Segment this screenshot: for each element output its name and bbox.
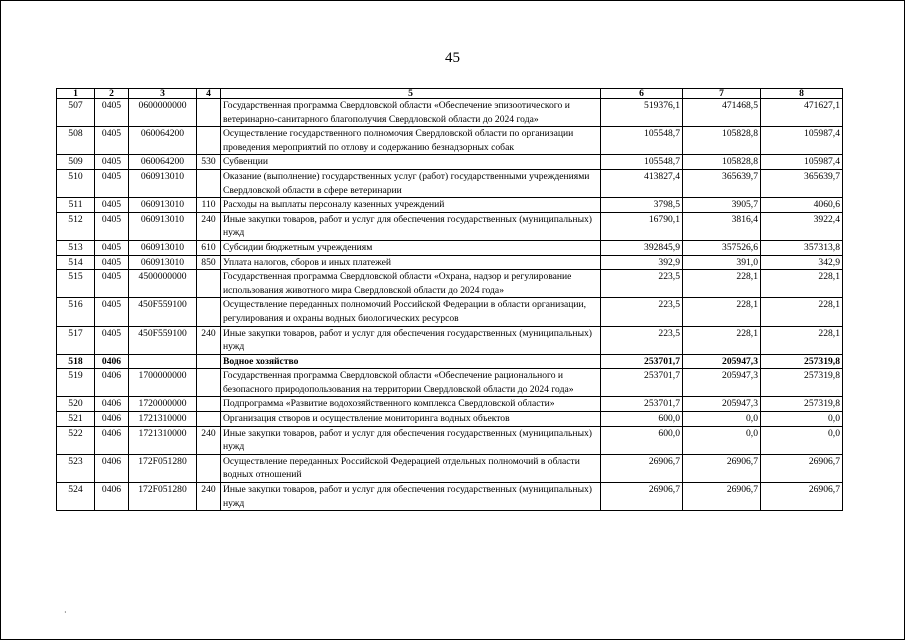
table-row bbox=[57, 483, 843, 511]
row-number-cell: 510 bbox=[57, 169, 95, 197]
row-number-cell: 512 bbox=[57, 212, 95, 240]
expense-type-cell bbox=[197, 454, 221, 482]
page-number: 45 bbox=[445, 50, 460, 66]
amount-cell: 105987,4 bbox=[761, 127, 843, 155]
amount-cell: 3922,4 bbox=[761, 212, 843, 240]
item-name-cell: Иные закупки товаров, работ и услуг для обеспечения государственных (муниципальных) нужд bbox=[221, 483, 601, 511]
item-name-cell: Государственная программа Свердловской области «Обеспечение рационального и безопасного природопользования на территории Свердловской области до 2024 года» bbox=[221, 369, 601, 397]
table-row bbox=[57, 212, 843, 240]
amount-cell: 3816,4 bbox=[683, 212, 761, 240]
expense-type-cell bbox=[197, 354, 221, 369]
amount-cell: 391,0 bbox=[683, 255, 761, 270]
expense-type-cell: 610 bbox=[197, 240, 221, 255]
amount-cell: 357313,8 bbox=[761, 240, 843, 255]
row-number-cell: 517 bbox=[57, 326, 95, 354]
amount-cell: 228,1 bbox=[683, 326, 761, 354]
target-article-cell: 060913010 bbox=[129, 212, 197, 240]
target-article-cell: 060913010 bbox=[129, 198, 197, 213]
expense-type-cell bbox=[197, 298, 221, 326]
table-row bbox=[57, 426, 843, 454]
table-row bbox=[57, 99, 843, 127]
header-cell: 4 bbox=[197, 89, 221, 99]
amount-cell: 26906,7 bbox=[601, 454, 683, 482]
section-code-cell: 0405 bbox=[95, 99, 129, 127]
table-row bbox=[57, 270, 843, 298]
row-number-cell: 516 bbox=[57, 298, 95, 326]
header-cell: 7 bbox=[683, 89, 761, 99]
amount-cell: 257319,8 bbox=[761, 369, 843, 397]
expense-type-cell bbox=[197, 169, 221, 197]
amount-cell: 228,1 bbox=[683, 270, 761, 298]
amount-cell: 0,0 bbox=[761, 412, 843, 427]
amount-cell: 4060,6 bbox=[761, 198, 843, 213]
amount-cell: 26906,7 bbox=[683, 454, 761, 482]
item-name-cell: Осуществление переданных Российской Федерацией отдельных полномочий в области водных отношений bbox=[221, 454, 601, 482]
row-number-cell: 521 bbox=[57, 412, 95, 427]
row-number-cell: 520 bbox=[57, 397, 95, 412]
table-header-row bbox=[57, 89, 843, 99]
amount-cell: 392845,9 bbox=[601, 240, 683, 255]
target-article-cell: 060064200 bbox=[129, 155, 197, 170]
item-name-cell: Государственная программа Свердловской области «Охрана, надзор и регулирование использования животного мира Свердловской области до 2024 года» bbox=[221, 270, 601, 298]
table-row bbox=[57, 326, 843, 354]
amount-cell: 105987,4 bbox=[761, 155, 843, 170]
amount-cell: 228,1 bbox=[683, 298, 761, 326]
header-cell: 2 bbox=[95, 89, 129, 99]
section-code-cell: 0406 bbox=[95, 454, 129, 482]
amount-cell: 0,0 bbox=[683, 412, 761, 427]
target-article-cell bbox=[129, 354, 197, 369]
row-number-cell: 522 bbox=[57, 426, 95, 454]
item-name-cell: Оказание (выполнение) государственных услуг (работ) государственными учреждениями Свердловской области в сфере ветеринарии bbox=[221, 169, 601, 197]
row-number-cell: 524 bbox=[57, 483, 95, 511]
target-article-cell: 1721310000 bbox=[129, 426, 197, 454]
row-number-cell: 508 bbox=[57, 127, 95, 155]
header-cell: 3 bbox=[129, 89, 197, 99]
header-cell: 6 bbox=[601, 89, 683, 99]
item-name-cell: Организация створов и осуществление мониторинга водных объектов bbox=[221, 412, 601, 427]
section-code-cell: 0405 bbox=[95, 255, 129, 270]
amount-cell: 105548,7 bbox=[601, 155, 683, 170]
item-name-cell: Иные закупки товаров, работ и услуг для обеспечения государственных (муниципальных) нужд bbox=[221, 326, 601, 354]
target-article-cell: 4500000000 bbox=[129, 270, 197, 298]
amount-cell: 223,5 bbox=[601, 298, 683, 326]
row-number-cell: 518 bbox=[57, 354, 95, 369]
amount-cell: 228,1 bbox=[761, 298, 843, 326]
target-article-cell: 1700000000 bbox=[129, 369, 197, 397]
amount-cell: 205947,3 bbox=[683, 397, 761, 412]
section-code-cell: 0406 bbox=[95, 369, 129, 397]
table-row bbox=[57, 412, 843, 427]
item-name-cell: Осуществление государственного полномочия Свердловской области по организации проведения мероприятий по отлову и содержанию безнадзорных собак bbox=[221, 127, 601, 155]
amount-cell: 253701,7 bbox=[601, 397, 683, 412]
amount-cell: 471468,5 bbox=[683, 99, 761, 127]
expense-type-cell: 110 bbox=[197, 198, 221, 213]
row-number-cell: 511 bbox=[57, 198, 95, 213]
amount-cell: 519376,1 bbox=[601, 99, 683, 127]
table-row bbox=[57, 298, 843, 326]
amount-cell: 105828,8 bbox=[683, 127, 761, 155]
section-code-cell: 0405 bbox=[95, 127, 129, 155]
amount-cell: 253701,7 bbox=[601, 369, 683, 397]
amount-cell: 257319,8 bbox=[761, 354, 843, 369]
table-row bbox=[57, 169, 843, 197]
expense-type-cell: 240 bbox=[197, 483, 221, 511]
table-row bbox=[57, 255, 843, 270]
amount-cell: 26906,7 bbox=[601, 483, 683, 511]
section-code-cell: 0406 bbox=[95, 426, 129, 454]
amount-cell: 392,9 bbox=[601, 255, 683, 270]
target-article-cell: 060913010 bbox=[129, 240, 197, 255]
amount-cell: 600,0 bbox=[601, 426, 683, 454]
header-cell: 1 bbox=[57, 89, 95, 99]
amount-cell: 105548,7 bbox=[601, 127, 683, 155]
amount-cell: 105828,8 bbox=[683, 155, 761, 170]
amount-cell: 357526,6 bbox=[683, 240, 761, 255]
header-cell: 8 bbox=[761, 89, 843, 99]
amount-cell: 413827,4 bbox=[601, 169, 683, 197]
amount-cell: 26906,7 bbox=[683, 483, 761, 511]
section-code-cell: 0405 bbox=[95, 240, 129, 255]
table-row bbox=[57, 198, 843, 213]
expense-type-cell: 530 bbox=[197, 155, 221, 170]
target-article-cell: 0600000000 bbox=[129, 99, 197, 127]
target-article-cell: 450F559100 bbox=[129, 326, 197, 354]
row-number-cell: 523 bbox=[57, 454, 95, 482]
amount-cell: 26906,7 bbox=[761, 483, 843, 511]
row-number-cell: 519 bbox=[57, 369, 95, 397]
amount-cell: 342,9 bbox=[761, 255, 843, 270]
amount-cell: 3798,5 bbox=[601, 198, 683, 213]
scan-speck: · bbox=[64, 608, 67, 617]
item-name-cell: Подпрограмма «Развитие водохозяйственного комплекса Свердловской области» bbox=[221, 397, 601, 412]
amount-cell: 223,5 bbox=[601, 270, 683, 298]
item-name-cell: Осуществление переданных полномочий Российской Федерации в области организации, регулирования и охраны водных биологических ресурсов bbox=[221, 298, 601, 326]
expense-type-cell: 850 bbox=[197, 255, 221, 270]
section-code-cell: 0405 bbox=[95, 212, 129, 240]
target-article-cell: 172F051280 bbox=[129, 483, 197, 511]
amount-cell: 471627,1 bbox=[761, 99, 843, 127]
expense-type-cell bbox=[197, 397, 221, 412]
target-article-cell: 060913010 bbox=[129, 169, 197, 197]
amount-cell: 228,1 bbox=[761, 326, 843, 354]
target-article-cell: 1721310000 bbox=[129, 412, 197, 427]
budget-table bbox=[56, 88, 843, 511]
item-name-cell: Уплата налогов, сборов и иных платежей bbox=[221, 255, 601, 270]
row-number-cell: 509 bbox=[57, 155, 95, 170]
amount-cell: 365639,7 bbox=[683, 169, 761, 197]
item-name-cell: Водное хозяйство bbox=[221, 354, 601, 369]
table-row bbox=[57, 354, 843, 369]
row-number-cell: 514 bbox=[57, 255, 95, 270]
amount-cell: 223,5 bbox=[601, 326, 683, 354]
table-row bbox=[57, 369, 843, 397]
expense-type-cell bbox=[197, 369, 221, 397]
row-number-cell: 515 bbox=[57, 270, 95, 298]
section-code-cell: 0406 bbox=[95, 354, 129, 369]
row-number-cell: 507 bbox=[57, 99, 95, 127]
expense-type-cell: 240 bbox=[197, 212, 221, 240]
table-row bbox=[57, 454, 843, 482]
expense-type-cell bbox=[197, 412, 221, 427]
expense-type-cell bbox=[197, 270, 221, 298]
table-row bbox=[57, 240, 843, 255]
amount-cell: 257319,8 bbox=[761, 397, 843, 412]
section-code-cell: 0406 bbox=[95, 397, 129, 412]
section-code-cell: 0405 bbox=[95, 298, 129, 326]
item-name-cell: Государственная программа Свердловской области «Обеспечение эпизоотического и ветеринарно-санитарного благополучия Свердловской области до 2024 года» bbox=[221, 99, 601, 127]
expense-type-cell: 240 bbox=[197, 426, 221, 454]
amount-cell: 600,0 bbox=[601, 412, 683, 427]
expense-type-cell: 240 bbox=[197, 326, 221, 354]
table-row bbox=[57, 155, 843, 170]
target-article-cell: 450F559100 bbox=[129, 298, 197, 326]
section-code-cell: 0405 bbox=[95, 198, 129, 213]
amount-cell: 365639,7 bbox=[761, 169, 843, 197]
item-name-cell: Иные закупки товаров, работ и услуг для обеспечения государственных (муниципальных) нужд bbox=[221, 212, 601, 240]
section-code-cell: 0406 bbox=[95, 412, 129, 427]
item-name-cell: Субвенции bbox=[221, 155, 601, 170]
section-code-cell: 0405 bbox=[95, 155, 129, 170]
section-code-cell: 0406 bbox=[95, 483, 129, 511]
table-row bbox=[57, 397, 843, 412]
header-cell: 5 bbox=[221, 89, 601, 99]
section-code-cell: 0405 bbox=[95, 326, 129, 354]
amount-cell: 228,1 bbox=[761, 270, 843, 298]
item-name-cell: Субсидии бюджетным учреждениям bbox=[221, 240, 601, 255]
expense-type-cell bbox=[197, 99, 221, 127]
target-article-cell: 060913010 bbox=[129, 255, 197, 270]
section-code-cell: 0405 bbox=[95, 270, 129, 298]
amount-cell: 26906,7 bbox=[761, 454, 843, 482]
item-name-cell: Расходы на выплаты персоналу казенных учреждений bbox=[221, 198, 601, 213]
section-code-cell: 0405 bbox=[95, 169, 129, 197]
row-number-cell: 513 bbox=[57, 240, 95, 255]
item-name-cell: Иные закупки товаров, работ и услуг для обеспечения государственных (муниципальных) нужд bbox=[221, 426, 601, 454]
amount-cell: 205947,3 bbox=[683, 354, 761, 369]
amount-cell: 0,0 bbox=[683, 426, 761, 454]
target-article-cell: 172F051280 bbox=[129, 454, 197, 482]
table-row bbox=[57, 127, 843, 155]
amount-cell: 0,0 bbox=[761, 426, 843, 454]
amount-cell: 253701,7 bbox=[601, 354, 683, 369]
amount-cell: 3905,7 bbox=[683, 198, 761, 213]
amount-cell: 16790,1 bbox=[601, 212, 683, 240]
amount-cell: 205947,3 bbox=[683, 369, 761, 397]
target-article-cell: 060064200 bbox=[129, 127, 197, 155]
expense-type-cell bbox=[197, 127, 221, 155]
target-article-cell: 1720000000 bbox=[129, 397, 197, 412]
